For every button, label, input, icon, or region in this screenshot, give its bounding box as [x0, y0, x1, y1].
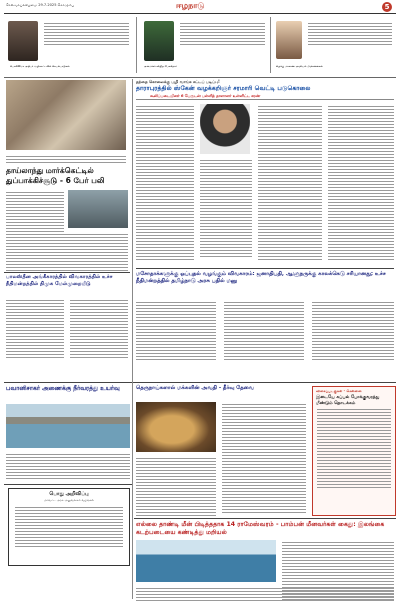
- lead-subhead: கூலிப்படையினர் 6 பேருடன் பள்ளித் தாளாளர் உள்ளிட்ட சரண்: [150, 93, 261, 98]
- teaser-caption-2: அமைச்சர் விஜித பேசுகிறார்: [144, 65, 177, 68]
- right-story-kicker: விசைப்படகுகள் - சென்னை: [316, 389, 362, 393]
- notice-subtitle: மாவட்ட அரசு அலுவலகம் வழங்கல்: [44, 498, 94, 502]
- lead-kicker: தந்தை கொலைக்கு பழி வாங்க சட்டப் படிப்பு!: [136, 79, 220, 84]
- page-number-badge: 5: [382, 2, 392, 12]
- story-left1-headline: தாய்லாந்து மார்க்கெட்டில் துப்பாக்கிச்சூடு - 6 பேர் பலி: [6, 166, 105, 185]
- masthead-logo: ஈழநாடு: [176, 1, 205, 10]
- dam-photo: [6, 404, 130, 448]
- story-photo-street: [68, 190, 128, 228]
- masthead-rule: [4, 13, 396, 14]
- story-mid-headline: மசோதாக்களுக்கு ஒப்புதல் வழங்கும் விவகாரம்: ஜனாதிபதி, ஆளுநருக்கு காலக்கெடு சரியானது; உச்ச நீதிமன்றத்தில் தமிழ்நாடு அரசு பதில் மனு: [136, 271, 386, 284]
- bottom-headline: எல்லை தாண்டி மீன் பிடித்ததாக 14 ராமேஸ்வரம் - பாம்பன் மீனவர்கள் கைது: இலங்கை கடற்படையை கண்டித்து மறியல்: [136, 521, 385, 536]
- teaser-caption-3: கிழக்கு மாகாண அரசியல் பிரச்சனைகள்: [276, 65, 323, 68]
- story-photo-meeting: [6, 80, 126, 150]
- story-dam-headline: பவானிசாகர் அணைக்கு நீர்வரத்து உயர்வு: [6, 385, 120, 392]
- story-dog-headline: தெருநாய்களால் மக்களின் அவதி - தீர்வு தேவை: [136, 385, 254, 391]
- notice-title: பொது அறிவிப்பு: [49, 491, 89, 497]
- right-story-headline: இடையே கப்பல் போக்குவரத்து மீண்டும் தொடக்கம்: [316, 395, 380, 406]
- story-left2-headline: பாலஸ்தீன அங்கீகாரத்தில் விவகாரத்தில் உச்ச நீதிமன்றத்தில் திமுக மேல்முறையீடு: [6, 274, 113, 287]
- boats-photo: [136, 540, 276, 582]
- right-story-box: [312, 386, 396, 516]
- lead-headline: தாராபுரத்தில் ஸ்கேன் வழக்கறிஞர் சரமாரி வெட்டி படுகொலை: [136, 85, 311, 92]
- teaser-strip: [4, 15, 396, 75]
- teaser-photo-1: [8, 21, 38, 61]
- masthead-date: செவ்வாய்க்கிழமை 29.7.2025 கொழும்பு: [6, 3, 75, 7]
- teaser-caption-1: பொலிஸ்மா அதிபர் வழிகாட்டலில் செயல்பாடுகள்: [10, 65, 70, 68]
- public-notice-box: [8, 488, 130, 566]
- teaser-photo-2: [144, 21, 174, 61]
- teaser-photo-3: [276, 21, 302, 59]
- dog-photo: [136, 402, 216, 452]
- lead-portrait: [200, 104, 250, 154]
